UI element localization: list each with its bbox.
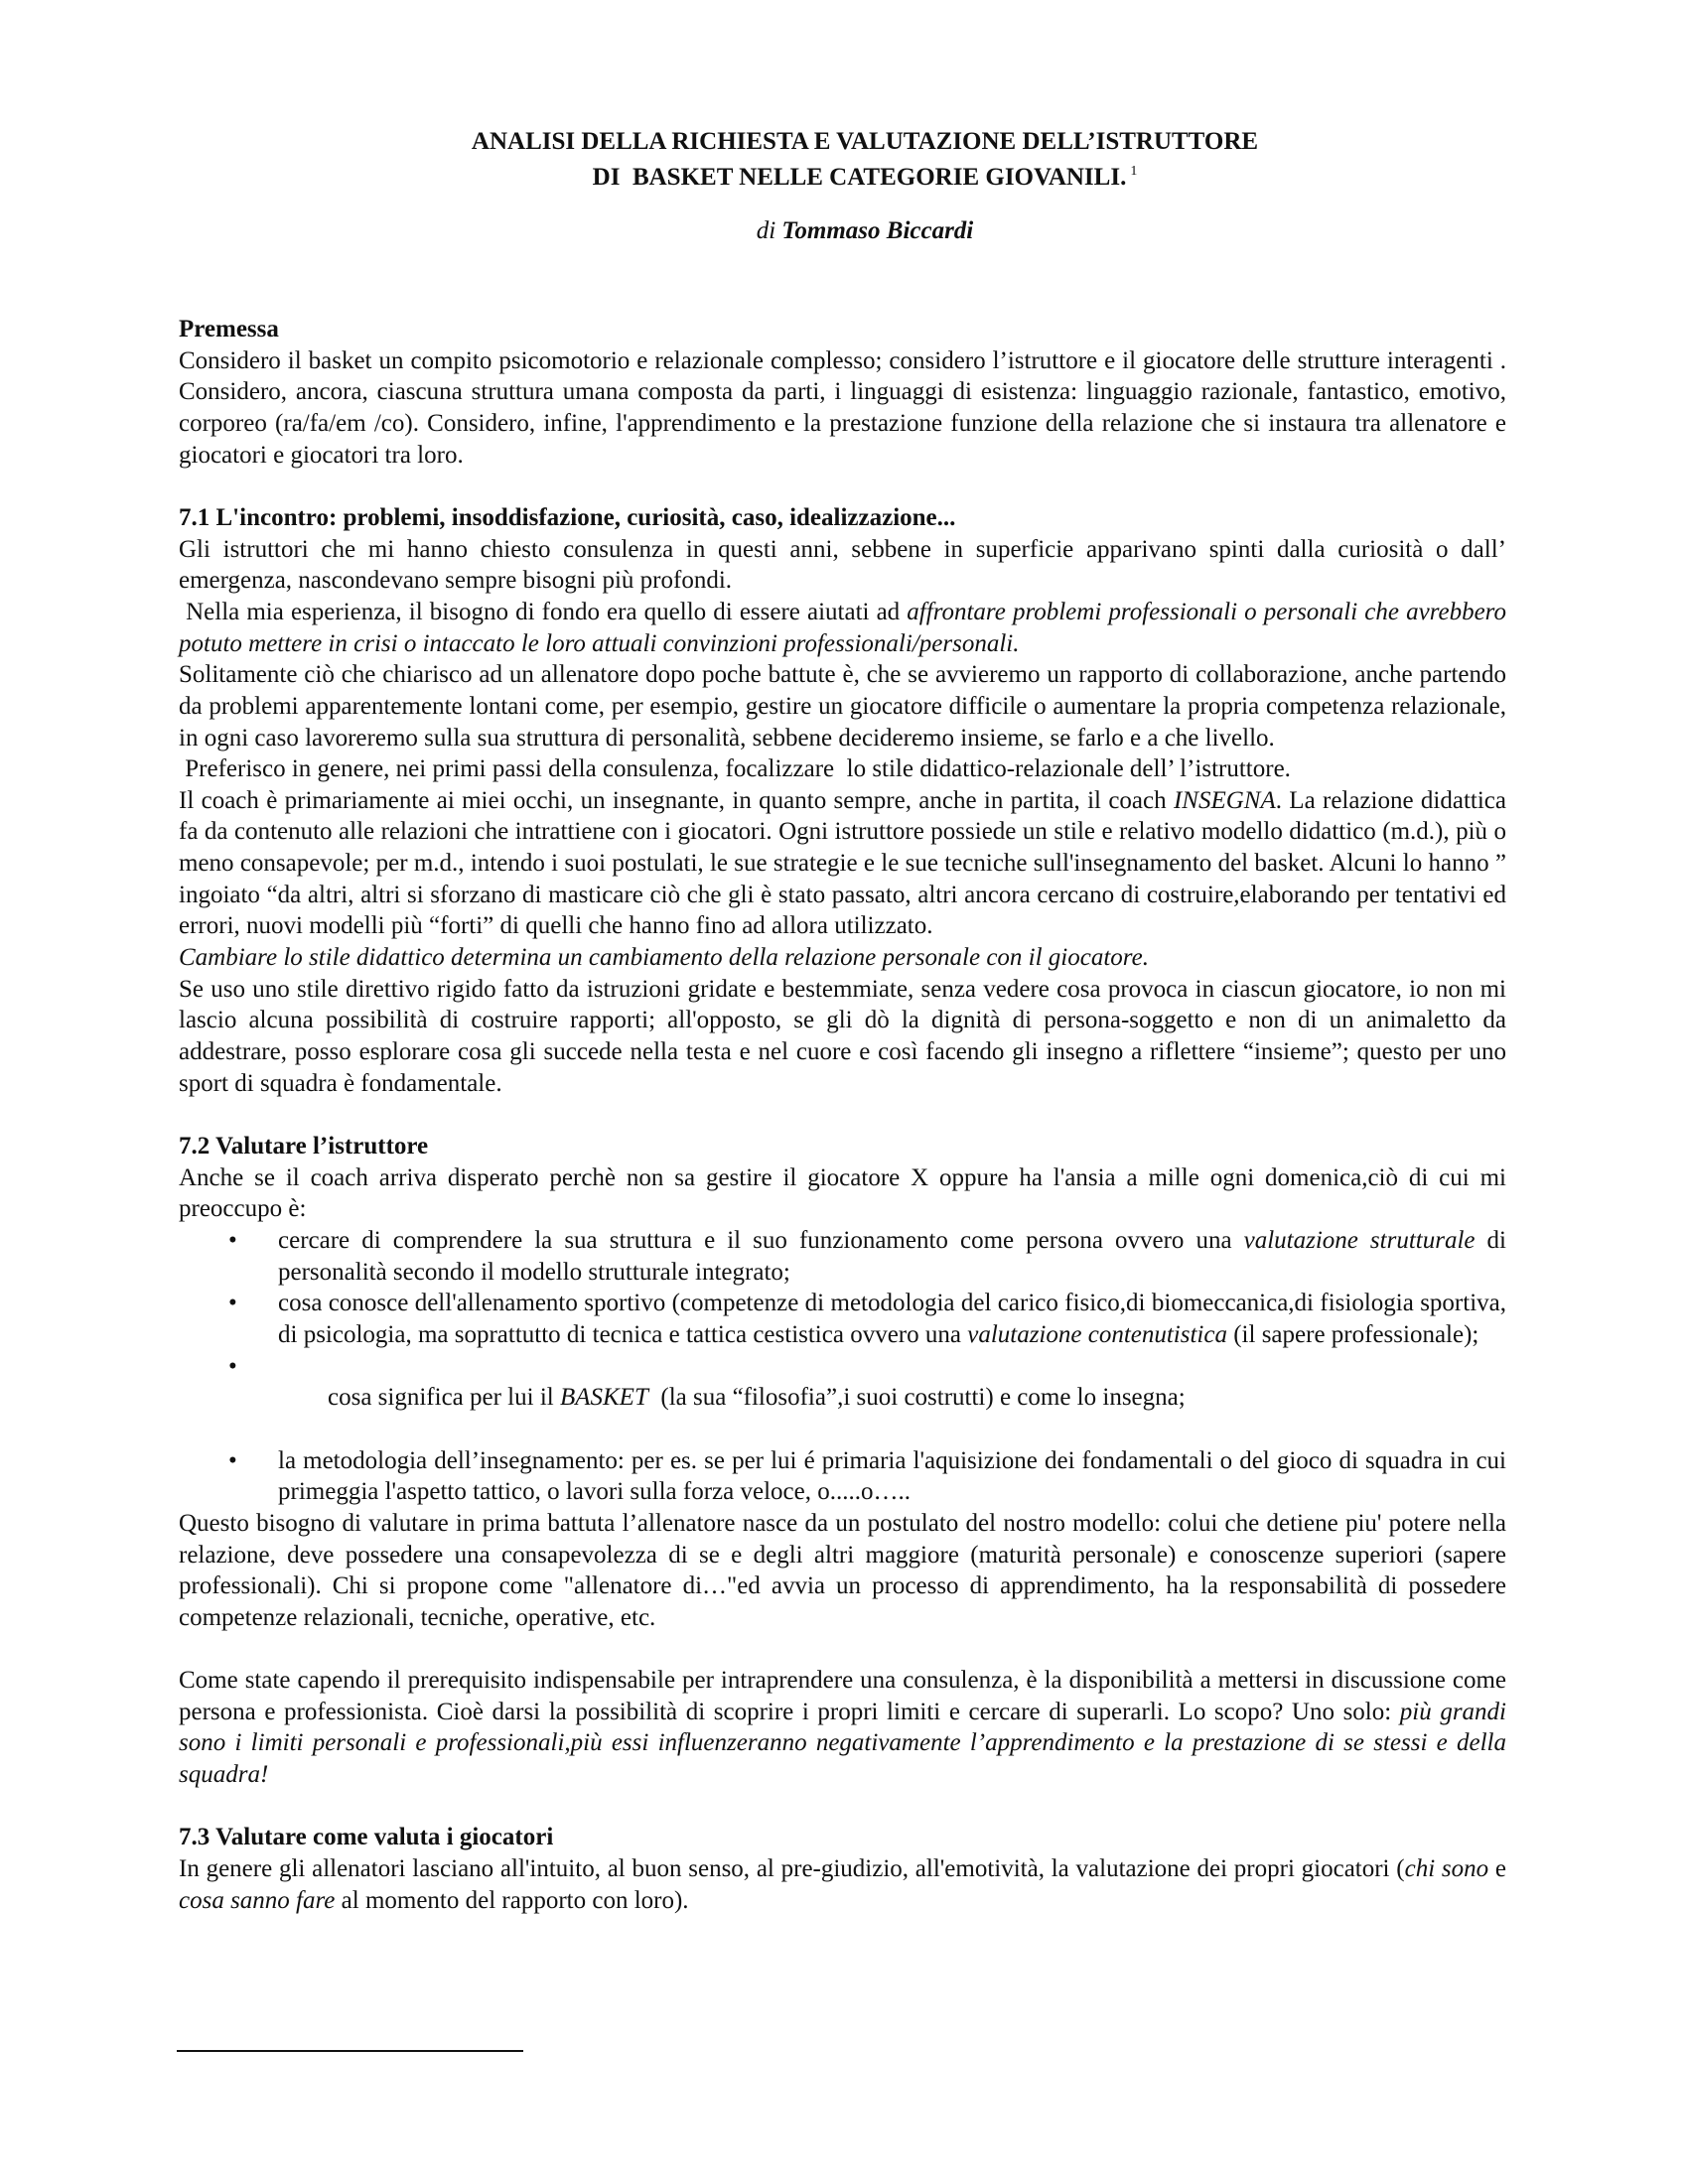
document-title [179,124,1551,196]
bullet-icon: • [228,1227,237,1254]
paragraph [179,1853,1506,1916]
paragraph: Solitamente ciò che chiarisco ad un allenatore dopo poche battute è, che se avvieremo un rapporto di collaborazione, anche partendo da problemi apparentemente lontani come, per esempio, gestire un giocatore difficile o aumentare la propria competenza relazionale, in ogni caso lavoreremo sulla sua struttura di personalità, sebbene decideremo insieme, se farlo e a che livello. [179,661,1506,751]
paragraph-italic [179,942,1506,974]
list-item [179,1225,1506,1288]
list-item-text: cosa conosce dell'allenamento sportivo (competenze di metodologia del carico fisico,di biomeccanica,di fisiologia sportiva, di psicologia, ma soprattutto di tecnica e tattica cestistica ovvero una [278,1290,1506,1348]
spacer [179,1099,1506,1131]
list-item-text: (la sua “filosofia”,i suoi costrutti) e come lo insegna; [647,1384,1186,1412]
bullet-icon: • [228,1352,237,1380]
list-item-emphasis: BASKET [559,1384,648,1412]
paragraph: Anche se il coach arriva disperato perchè non sa gestire il giocatore X oppure ha l'ansia a mille ogni domenica,ciò di cui mi preoccupo è: [179,1163,1506,1223]
section-heading-premessa: Premessa [179,316,279,342]
list-item-emphasis: valutazione strutturale [1243,1227,1476,1254]
paragraph-emphasis: Cambiare lo stile didattico determina un cambiamento della relazione personale con il giocatore. [179,944,1149,972]
list-item-text: cosa significa per lui il [328,1384,560,1412]
title-line-1: ANALISI DELLA RICHIESTA E VALUTAZIONE DELL’ISTRUTTORE [471,128,1259,155]
author-line [179,215,1551,247]
paragraph [179,785,1506,942]
list-item-emphasis: valutazione contenutistica [967,1320,1227,1348]
list-item-text: la metodologia dell’insegnamento: per es. se per lui é primaria l'aquisizione dei fondamentali o del gioco di squadra in cui primeggia l'aspetto tattico, o lavori sulla forza veloce, o.....o….. [278,1446,1506,1506]
document-body [179,314,1513,1916]
footnote-separator [177,2050,523,2052]
author-prefix: di [756,217,776,244]
paragraph-text: Il coach è primariamente ai miei occhi, un insegnante, in quanto sempre, anche in partita, il coach [179,786,1174,814]
paragraph: Se uso uno stile direttivo rigido fatto da istruzioni gridate e bestemmiate, senza vedere cosa provoca in ciascun giocatore, io non mi lascio alcuna possibilità di costruire rapporti; all'opposto, se gli dò la dignità di persona-soggetto e non di un animaletto da addestrare, posso esplorare cosa gli succede nella testa e nel cuore e così facendo gli insegno a riflettere “insieme”; questo per uno sport di squadra è fondamentale. [179,975,1506,1097]
spacer [179,1634,1506,1666]
paragraph-text: In genere gli allenatori lasciano all'intuito, al buon senso, al pre-giudizio, all'emotività, la valutazione dei propri giocatori ( [179,1855,1405,1883]
section-heading-7-2: 7.2 Valutare l’istruttore [179,1133,429,1160]
spacer [179,1791,1506,1823]
paragraph: Preferisco in genere, nei primi passi della consulenza, focalizzare lo stile didattico-relazionale dell’ l’istruttore. [179,755,1291,783]
footnote-reference[interactable]: 1 [1130,164,1138,179]
spacer [179,471,1506,502]
paragraph [179,597,1513,659]
paragraph-text: Come state capendo il prerequisito indispensabile per intraprendere una consulenza, è la disponibilità a mettersi in discussione come persona e professionista. Cioè darsi la possibilità di scoprire i propri limiti e cercare di superarli. Lo scopo? Uno solo: [179,1667,1506,1725]
paragraph-emphasis: INSEGNA [1173,786,1276,814]
paragraph-text: al momento del rapporto con loro). [335,1886,689,1914]
paragraph: Questo bisogno di valutare in prima battuta l’allenatore nasce da un postulato del nostro modello: colui che detiene piu' potere nella relazione, deve possedere una consapevolezza di se e degli altri maggiore (maturità personale) e conoscenze superiori (sapere professionali). Chi si propone come "allenatore di…"ed avvia un processo di apprendimento, ha la responsabilità di possedere competenze relazionali, tecniche, operative, etc. [179,1509,1506,1631]
paragraph-text: Nella mia esperienza, il bisogno di fondo era quello di essere aiutati ad [179,598,908,625]
paragraph-emphasis: affrontare problemi professionali o personali che avrebbero potuto mettere in crisi o intaccato le loro attuali convinzioni professionali/personali. [179,598,1513,657]
list-item [179,1351,1506,1445]
list-item-text: di personalità secondo il modello strutturale integrato; [278,1227,1507,1286]
author-name: Tommaso Biccardi [781,217,974,244]
title-line-2-text: DI BASKET NELLE CATEGORIE GIOVANILI. [592,164,1127,191]
paragraph-text: . La relazione didattica fa da contenuto alle relazioni che intrattiene con i giocatori. Ogni istruttore possiede un stile e relativo modello didattico (m.d.), più o meno consapevole; per m.d., intendo i suoi postulati, le sue strategie e le sue tecniche sull'insegnamento del basket. Alcuni lo hanno ” ingoiato “da altri, altri si sforzano di masticare ciò che gli è stato passato, altri ancora cercano di costruire,elaborando per tentativi ed errori, nuovi modelli più “forti” di quelli che hanno fino ad allora utilizzato. [179,786,1506,940]
paragraph-emphasis: più grandi sono i limiti personali e professionali,più essi influenzeranno negativamente l’apprendimento e la prestazione di se stessi e della squadra! [179,1698,1506,1789]
section-heading-7-3: 7.3 Valutare come valuta i giocatori [179,1824,554,1851]
paragraph: Gli istruttori che mi hanno chiesto consulenza in questi anni, sebbene in superficie apparivano spinti dalla curiosità o dall’ emergenza, nascondevano sempre bisogni più profondi. [179,535,1506,595]
paragraph-emphasis: chi sono [1404,1855,1489,1883]
list-item-text: (il sapere professionale); [1226,1320,1479,1348]
list-item-text: cercare di comprendere la sua struttura e il suo funzionamento come persona ovvero una [278,1227,1244,1254]
paragraph-text: e [1488,1855,1506,1883]
title-line-2 [179,160,1551,196]
bullet-list [179,1225,1506,1508]
paragraph [179,1665,1506,1791]
bullet-icon: • [228,1446,237,1474]
list-item [179,1445,1506,1508]
paragraph-emphasis: cosa sanno fare [179,1886,336,1914]
section-heading-7-1: 7.1 L'incontro: problemi, insoddisfazione, curiosità, caso, idealizzazione... [179,503,956,531]
paragraph-premessa: Considero il basket un compito psicomotorio e relazionale complesso; considero l’istruttore e il giocatore delle strutture interagenti . Considero, ancora, ciascuna struttura umana composta da parti, i linguaggi di esistenza: linguaggio razionale, fantastico, emotivo, corporeo (ra/fa/em /co). Considero, infine, l'apprendimento e la prestazione funzione della relazione che si instaura tra allenatore e giocatori e giocatori tra loro. [179,346,1506,469]
bullet-icon: • [228,1290,237,1317]
list-item [179,1288,1506,1350]
